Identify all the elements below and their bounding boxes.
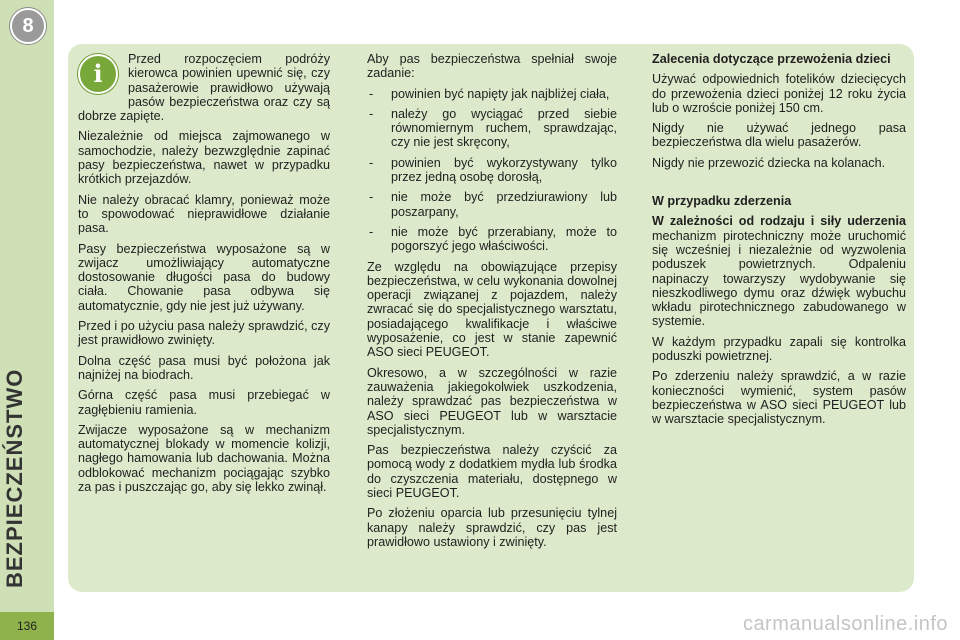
paragraph: W każdym przypadku zapali się kontrolka poduszki powietrznej.	[652, 334, 906, 364]
paragraph: Przed i po użyciu pasa należy sprawdzić, czy jest prawidłowo zwinięty.	[78, 319, 330, 348]
column-1	[78, 52, 330, 500]
paragraph	[652, 214, 906, 328]
paragraph: Niezależnie od miejsca zajmowanego w samochodzie, należy bezwzględnie zapinać pasy bezpieczeństwa, nawet w przypadku krótkich przejazdów.	[78, 129, 330, 187]
paragraph: Po złożeniu oparcia lub przesunięciu tylnej kanapy należy sprawdzić, czy pas jest prawidłowo ustawiony i zwinięty.	[367, 506, 617, 549]
requirements-list	[367, 87, 617, 254]
list-item: - należy go wyciągać przed siebie równomiernym ruchem, sprawdzając, czy nie jest skręcony,	[367, 107, 617, 150]
heading-collision: W przypadku zderzenia	[652, 194, 792, 209]
list-item: - nie może być przedziurawiony lub poszarpany,	[367, 190, 617, 219]
list-item: - powinien być napięty jak najbliżej ciała,	[367, 87, 617, 101]
lead-rest: mechanizm pirotechniczny może uruchomić się wcześniej i niezależnie od wyzwolenia poduszek powietrznych. Odpaleniu napinaczy towarzyszy wydobywanie się nieszkodliwego dymu oraz dźwięk wybuchu wkładu pirotechnicznego zabudowanego w systemie.	[652, 228, 906, 329]
watermark: carmanualsonline.info	[742, 613, 948, 635]
paragraph: Nigdy nie przewozić dziecka na kolanach.	[652, 155, 886, 170]
paragraph: Nie należy obracać klamry, ponieważ może to spowodować nieprawidłowe działanie pasa.	[78, 192, 330, 236]
list-item: - powinien być wykorzystywany tylko przez jedną osobę dorosłą,	[367, 156, 617, 185]
paragraph: Przed rozpoczęciem podróży kierowca powinien upewnić się, czy pasażerowie prawidłowo używają pasów bezpieczeństwa oraz czy są dobrze zapięte.	[78, 52, 330, 124]
intro-text: Aby pas bezpieczeństwa spełniał swoje zadanie:	[367, 52, 617, 81]
paragraph: Nigdy nie używać jednego pasa bezpieczeństwa dla wielu pasażerów.	[652, 121, 906, 150]
section-title: BEZPIECZEŃSTWO	[2, 368, 27, 588]
paragraph: Ze względu na obowiązujące przepisy bezpieczeństwa, w celu wykonania dowolnej operacji związanej z pojazdem, należy zwracać się do specjalistycznego warsztatu, posiadającego kwalifikacje i właściwe wyposażenie, co jest w stanie zapewnić ASO sieci PEUGEOT.	[367, 259, 617, 360]
bold-lead: W zależności od rodzaju i siły uderzenia	[652, 214, 906, 229]
paragraph: Używać odpowiednich fotelików dziecięcych do przewożenia dzieci poniżej 12 roku życia lub o wzroście poniżej 150 cm.	[652, 72, 906, 115]
page-number: 136	[0, 612, 54, 640]
heading-children: Zalecenia dotyczące przewożenia dzieci	[652, 52, 891, 66]
chapter-badge: 8	[10, 8, 46, 44]
info-icon: i	[78, 54, 118, 94]
list-item: - nie może być przerabiany, może to pogorszyć jego właściwości.	[367, 225, 617, 254]
column-3	[652, 52, 906, 433]
paragraph: Pas bezpieczeństwa należy czyścić za pomocą wody z dodatkiem mydła lub środka do czyszczenia materiału, dostępnego w sieci PEUGEOT.	[367, 443, 617, 501]
paragraph: Dolna część pasa musi być położona jak najniżej na biodrach.	[78, 353, 330, 382]
paragraph: Po zderzeniu należy sprawdzić, a w razie konieczności wymienić, system pasów bezpieczeństwa w ASO sieci PEUGEOT lub w warsztacie specjalistycznym.	[652, 369, 906, 427]
spacer	[652, 176, 906, 194]
paragraph: Górna część pasa musi przebiegać w zagłębieniu ramienia.	[78, 388, 330, 417]
paragraph: Zwijacze wyposażone są w mechanizm automatycznej blokady w momencie kolizji, nagłego hamowania lub dachowania. Można odblokować mechanizm pociągając szybko za pas i puszczając go, aby się lekko zwinął.	[78, 422, 330, 495]
paragraph: Okresowo, a w szczególności w razie zauważenia jakiegokolwiek uszkodzenia, należy sprawdzać pas bezpieczeństwa w ASO sieci PEUGEOT lub w warsztacie specjalistycznym.	[367, 365, 617, 437]
paragraph: Pasy bezpieczeństwa wyposażone są w zwijacz umożliwiający automatyczne dostosowanie długości pasa do budowy ciała. Chowanie pasa odbywa się automatycznie, gdy nie jest już używany.	[78, 241, 330, 313]
column-2	[367, 52, 617, 555]
